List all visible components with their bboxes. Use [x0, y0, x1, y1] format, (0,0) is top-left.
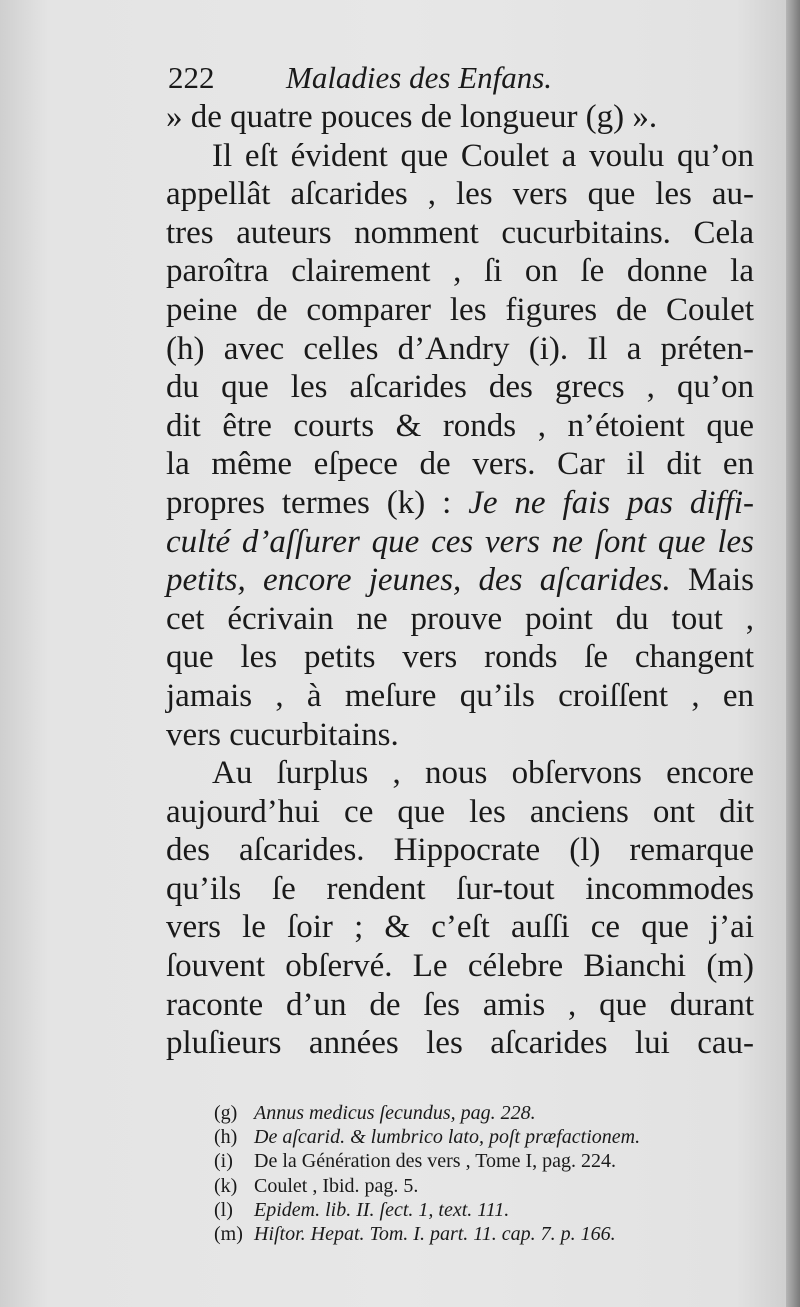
footnote-mark: (k): [214, 1174, 238, 1197]
text-line: qu’ils ſe rendent ſur-tout incommodes: [166, 870, 754, 907]
footnote-mark: (h): [214, 1126, 238, 1149]
quotation-line: culté d’aſſurer que ces vers ne ſont que les: [166, 523, 754, 560]
text-line: [166, 484, 754, 523]
text-line: Il eſt évident que Coulet a voulu qu’on: [212, 137, 754, 174]
text-line: ſouvent obſervé. Le célebre Bianchi (m): [166, 948, 754, 985]
footnote-text: Annus medicus ſecundus, pag. 228.: [254, 1102, 536, 1124]
page-gutter-shadow: [786, 0, 800, 1307]
text-span: propres termes (k) :: [166, 484, 469, 521]
text-line: Au ſurplus , nous obſervons encore: [212, 755, 754, 792]
text-line: vers le ſoir ; & c’eſt auſſi ce que j’ai: [166, 909, 754, 946]
footnote-text: Hiſtor. Hepat. Tom. I. part. 11. cap. 7. p. 166.: [254, 1223, 616, 1246]
text-line: pluſieurs années les aſcarides lui cau-: [166, 1025, 754, 1062]
text-line: cet écrivain ne prouve point du tout ,: [166, 600, 754, 637]
text-line: jamais , à meſure qu’ils croiſſent , en: [166, 677, 754, 714]
text-line: dit être courts & ronds , n’étoient que: [166, 407, 754, 444]
page-number: 222: [168, 60, 215, 95]
footnote-text: Epidem. lib. II. ſect. 1, text. 111.: [254, 1198, 510, 1221]
text-line: que les petits vers ronds ſe changent: [166, 639, 754, 676]
footnote-text: De aſcarid. & lumbrico lato, poſt præfactionem.: [254, 1126, 641, 1149]
text-span: Mais: [670, 562, 754, 599]
footnote: [214, 1174, 774, 1198]
quotation-italic: petits, encore jeunes, des aſcarides.: [166, 562, 671, 599]
text-line: (h) avec celles d’Andry (i). Il a préten-: [166, 330, 754, 367]
running-header: [168, 58, 768, 98]
text-line: vers cucurbitains.: [166, 716, 399, 753]
quotation-italic: Je ne fais pas diffi-: [468, 484, 754, 521]
footnote: [214, 1125, 774, 1149]
footnote: [214, 1101, 774, 1125]
footnote-mark: (l): [214, 1198, 233, 1221]
text-line: paroîtra clairement , ſi on ſe donne la: [166, 253, 754, 290]
footnote-text: De la Génération des vers , Tome I, pag. 224.: [254, 1150, 617, 1173]
text-line: [166, 561, 754, 600]
main-text: [166, 98, 754, 1063]
text-line: la même eſpece de vers. Car il dit en: [166, 446, 754, 483]
text-line: peine de comparer les figures de Coulet: [166, 291, 754, 328]
text-line: aujourd’hui ce que les anciens ont dit: [166, 793, 754, 830]
footnote-mark: (i): [214, 1150, 233, 1173]
footnote-text: Coulet , Ibid. pag. 5.: [254, 1174, 419, 1197]
footnote: [214, 1149, 774, 1173]
footnote: [214, 1198, 774, 1222]
running-title: Maladies des Enfans.: [286, 60, 553, 95]
text-line: » de quatre pouces de longueur (g) ».: [166, 99, 658, 135]
footnote-mark: (m): [214, 1223, 243, 1246]
text-line: des aſcarides. Hippocrate (l) remarque: [166, 832, 754, 869]
text-line: raconte d’un de ſes amis , que durant: [166, 986, 754, 1023]
text-line: tres auteurs nomment cucurbitains. Cela: [166, 214, 754, 251]
text-line: du que les aſcarides des grecs , qu’on: [166, 369, 754, 406]
footnotes: [214, 1101, 774, 1246]
footnote: [214, 1222, 774, 1246]
footnote-mark: (g): [214, 1102, 238, 1124]
text-line: appellât aſcarides , les vers que les au-: [166, 176, 754, 213]
